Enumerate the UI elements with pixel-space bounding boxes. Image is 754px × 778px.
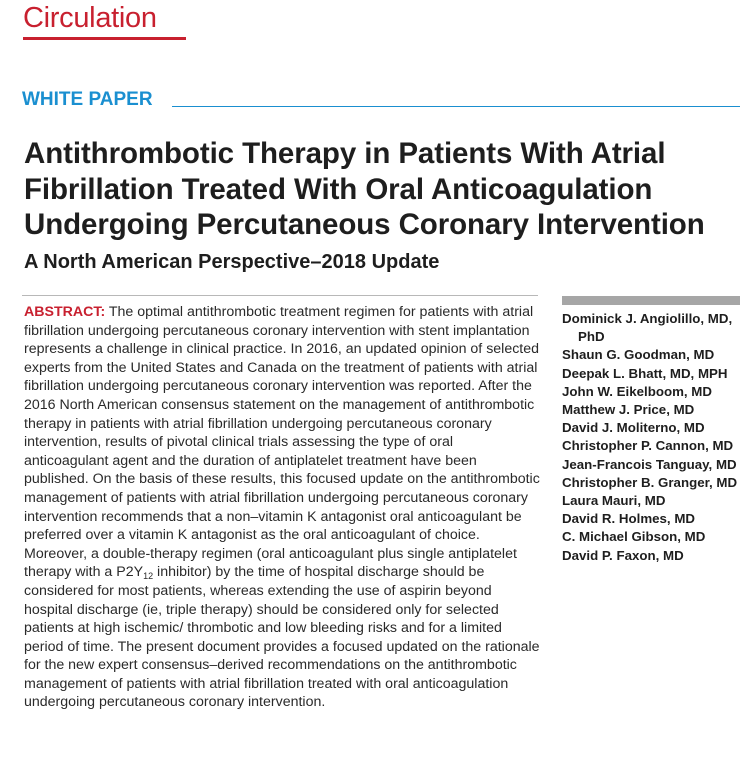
journal-name: Circulation (23, 2, 157, 34)
abstract-divider (22, 295, 538, 296)
article-title: Antithrombotic Therapy in Patients With Atrial Fibrillation Treated With Oral Anticoagulation Undergoing Percutaneous Coronary Intervention (24, 137, 705, 241)
journal-underline (23, 37, 186, 40)
author-item: Deepak L. Bhatt, MD, MPH (562, 365, 728, 381)
author-item: Laura Mauri, MD (562, 493, 666, 509)
abstract-text-continued: inhibitor) by the time of hospital discharge should be considered for most patients, whereas extending the use of aspirin beyond hospital discharge (ie, triple therapy) should be considered only for selected patients at high ischemic/ thrombotic and low bleeding risks and for a limited period of time. The present document provides a focused updated on the rationale for the new expert consensus–derived recommendations on the antithrombotic management of patients with atrial fibrillation treated with oral anticoagulation undergoing percutaneous coronary intervention. (24, 564, 540, 711)
author-list (562, 310, 747, 565)
abstract-text: The optimal antithrombotic treatment regimen for patients with atrial fibrillation undergoing percutaneous coronary intervention with stent implantation represents a challenge in clinical practice. In 2016, an updated opinion of selected experts from the United States and Canada on the treatment of patients with atrial fibrillation undergoing percutaneous coronary intervention was reported. After the 2016 North American consensus statement on the management of antithrombotic therapy in patients with atrial fibrillation undergoing percutaneous coronary intervention, results of pivotal clinical trials assessing the type of oral anticoagulant agent and the duration of antiplatelet treatment have been published. On the basis of these results, this focused update on the antithrombotic management of patients with atrial fibrillation undergoing percutaneous coronary intervention recommends that a non–vitamin K antagonist oral anticoagulant be preferred over a vitamin K antagonist as the oral anticoagulant of choice. Moreover, a double-therapy regimen (oral anticoagulant plus single antiplatelet therapy with a P2Y (24, 304, 540, 581)
author-item: David R. Holmes, MD (562, 511, 695, 527)
section-divider (172, 106, 740, 107)
author-item: Shaun G. Goodman, MD (562, 347, 715, 363)
abstract (24, 303, 540, 712)
article-subtitle: A North American Perspective–2018 Update (24, 251, 440, 273)
author-item: John W. Eikelboom, MD (562, 383, 712, 399)
author-item: Dominick J. Angiolillo, MD, PhD (562, 311, 733, 345)
author-item: David P. Faxon, MD (562, 547, 684, 563)
author-item: Christopher P. Cannon, MD (562, 438, 734, 454)
author-item: David J. Moliterno, MD (562, 420, 705, 436)
abstract-subscript: 12 (143, 571, 154, 582)
author-item: C. Michael Gibson, MD (562, 529, 706, 545)
author-item: Jean-Francois Tanguay, MD (562, 456, 737, 472)
section-label: WHITE PAPER (22, 89, 153, 110)
author-item: Matthew J. Price, MD (562, 402, 695, 418)
abstract-label: ABSTRACT: (24, 304, 106, 320)
author-item: Christopher B. Granger, MD (562, 474, 738, 490)
authors-bar (562, 296, 740, 305)
